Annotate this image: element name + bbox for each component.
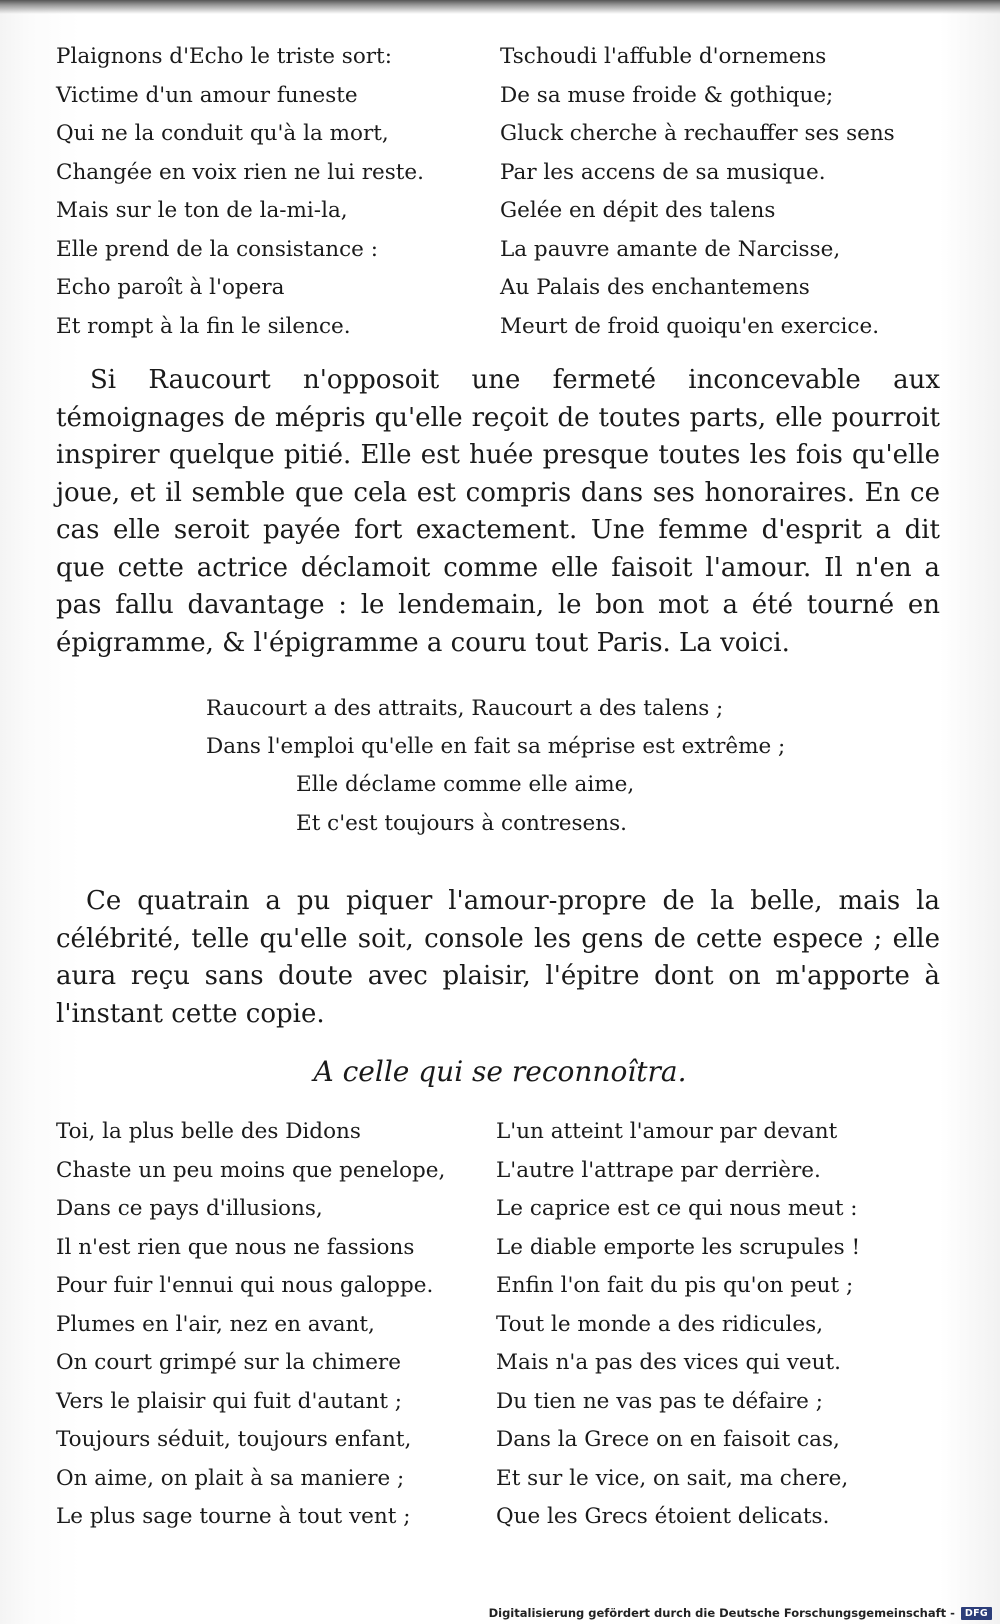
verse-line: Meurt de froid quoiqu'en exercice. [500,313,880,339]
verse-line: Le diable emporte les scrupules ! [496,1234,861,1260]
verse-line: Que les Grecs étoient delicats. [496,1504,830,1529]
verse-line: On aime, on plait à sa maniere ; [56,1465,405,1491]
verse-line: Pour fuir l'ennui qui nous galoppe. [56,1273,434,1298]
verse-line: Plumes en l'air, nez en avant, [56,1311,375,1337]
verse-line: Mais n'a pas des vices qui veut. [496,1350,841,1375]
verse-line: Tschoudi l'affuble d'ornemens [500,44,827,69]
verse-line: Dans ce pays d'illusions, [56,1196,323,1221]
verse-line: Enfin l'on fait du pis qu'on peut ; [496,1273,854,1298]
verse-line: Changée en voix rien ne lui reste. [56,159,424,185]
digitization-credit [489,1604,992,1622]
verse-line: Chaste un peu moins que penelope, [56,1157,446,1183]
verse-line: De sa muse froide & gothique; [500,82,834,108]
verse-line: Vers le plaisir qui fuit d'autant ; [56,1388,403,1414]
poem-top-left-column [56,38,486,346]
verse-line: On court grimpé sur la chimere [56,1350,401,1375]
verse-line: Qui ne la conduit qu'à la mort, [56,121,389,146]
verse-line: La pauvre amante de Narcisse, [500,236,841,262]
verse-line: L'autre l'attrape par derrière. [496,1157,821,1183]
verse-line: Toujours séduit, toujours enfant, [56,1427,412,1452]
poem-bottom-right-column [496,1113,936,1537]
verse-line: Il n'est rien que nous ne fassions [56,1234,415,1260]
page-edge-shadow [0,0,1000,14]
prose-paragraph-quatrain: Ce quatrain a pu piquer l'amour-propre de la belle, mais la célébrité, telle qu'elle soit, console les gens de cette espece ; elle aura reçu sans doute avec plaisir, l'épitre dont on m'apporte à l'instant cette copie. [56,886,940,1029]
verse-line: Plaignons d'Echo le triste sort: [56,44,392,69]
verse-line: Gluck cherche à rechauffer ses sens [500,121,895,146]
poem-top-right-column [500,38,940,346]
verse-line: Et sur le vice, on sait, ma chere, [496,1465,849,1491]
verse-line: Tout le monde a des ridicules, [496,1311,824,1337]
quatrain-line: Et c'est toujours à contresens. [296,811,627,836]
verse-line: Et rompt à la fin le silence. [56,313,351,339]
verse-line: Toi, la plus belle des Didons [56,1119,361,1144]
verse-line: Du tien ne vas pas te défaire ; [496,1388,823,1414]
epigram-quatrain [0,690,1000,850]
verse-line: Par les accens de sa musique. [500,159,826,185]
verse-line: L'un atteint l'amour par devant [496,1119,838,1144]
verse-line: Dans la Grece on en faisoit cas, [496,1427,840,1452]
verse-line: Le caprice est ce qui nous meut : [496,1196,858,1221]
verse-line: Mais sur le ton de la-mi-la, [56,198,348,223]
quatrain-line: Dans l'emploi qu'elle en fait sa méprise est extrême ; [206,734,786,759]
quatrain-line: Elle déclame comme elle aime, [296,772,635,797]
dfg-logo-badge: DFG [961,1607,992,1620]
epistle-title: A celle qui se reconnoîtra. [313,1055,687,1088]
quatrain-line: Raucourt a des attraits, Raucourt a des talens ; [206,696,724,721]
poem-bottom-left-column [56,1113,486,1537]
verse-line: Le plus sage tourne à tout vent ; [56,1504,411,1529]
credit-text: Digitalisierung gefördert durch die Deutsche Forschungsgemeinschaft - [488,1606,955,1620]
verse-line: Victime d'un amour funeste [56,82,358,108]
verse-line: Gelée en dépit des talens [500,198,776,223]
prose-paragraph-raucourt: Si Raucourt n'opposoit une fermeté inconcevable aux témoignages de mépris qu'elle reçoit de toutes parts, elle pourroit inspirer quelque pitié. Elle est huée presque toutes les fois qu'elle joue, et il semble que cela est compris dans ses honoraires. En ce cas elle seroit payée fort exactement. Une femme d'esprit a dit que cette actrice déclamoit comme elle faisoit l'amour. Il n'en a pas fallu davantage : le lendemain, le bon mot a été tourné en épigramme, & l'épigramme a couru tout Paris. La voici. [56,365,940,658]
verse-line: Elle prend de la consistance : [56,236,378,262]
verse-line: Echo paroît à l'opera [56,275,285,300]
verse-line: Au Palais des enchantemens [500,275,810,300]
